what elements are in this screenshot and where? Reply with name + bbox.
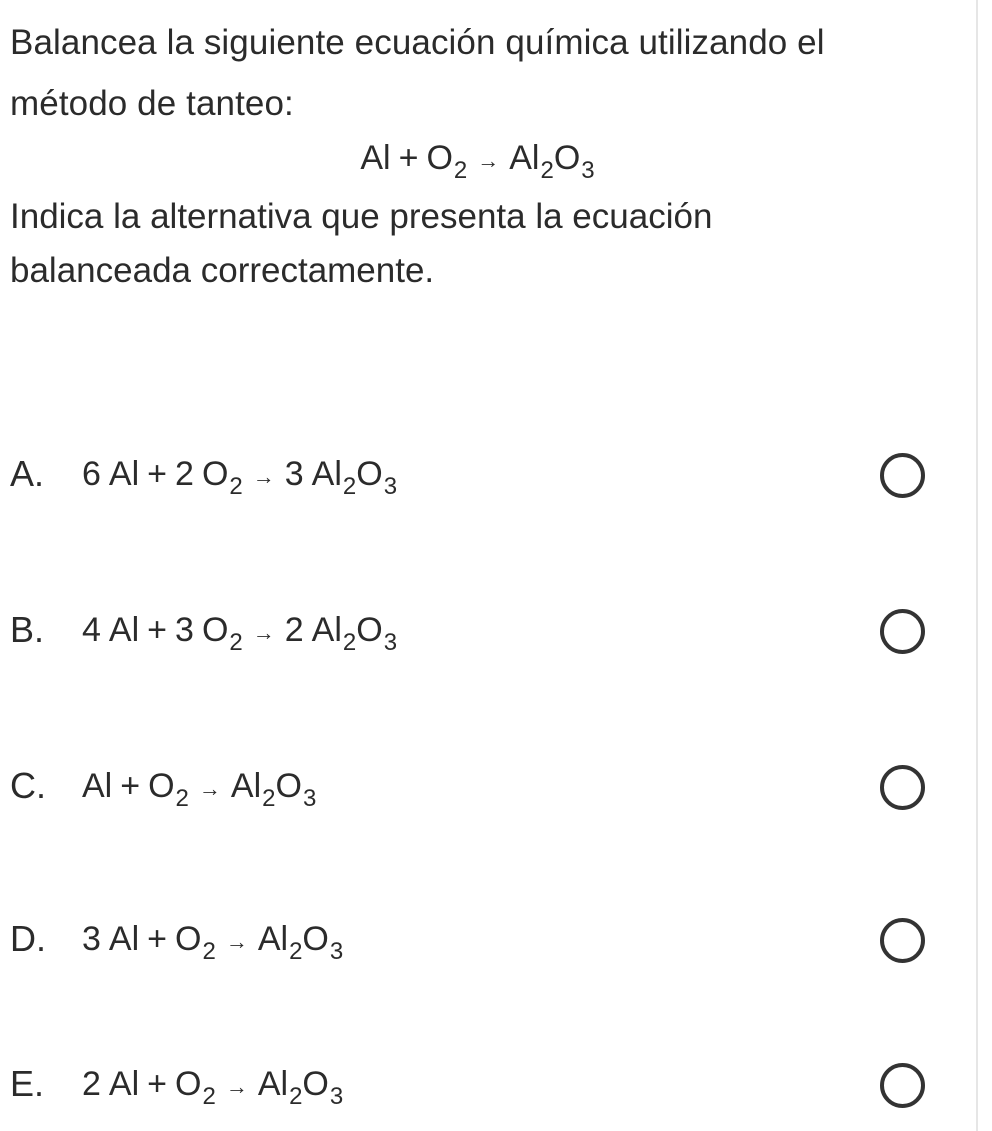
- option-a[interactable]: [0, 440, 975, 520]
- subscript: 2: [229, 473, 243, 500]
- radio-button-b[interactable]: [880, 609, 925, 654]
- reactant-o: O: [175, 920, 202, 958]
- product-o: O: [356, 611, 383, 649]
- product-al: Al: [230, 767, 262, 805]
- option-c[interactable]: [0, 752, 975, 832]
- reactant-al: Al: [82, 767, 113, 805]
- option-letter: A.: [10, 453, 45, 494]
- product-al: Al: [311, 611, 342, 649]
- coefficient: 3: [284, 455, 304, 493]
- product-al: Al: [257, 920, 289, 958]
- subscript: 2: [289, 938, 303, 965]
- subscript: 2: [342, 473, 357, 500]
- reactant-o: O: [201, 611, 229, 649]
- subscript: 2: [540, 157, 554, 184]
- coefficient: 3: [82, 920, 101, 958]
- option-equation: [82, 1060, 343, 1112]
- reactant-al: Al: [108, 920, 140, 958]
- product-o: O: [356, 455, 383, 493]
- option-equation: [82, 915, 343, 967]
- plus-sign: +: [147, 920, 168, 958]
- product-al: Al: [311, 455, 342, 493]
- plus-sign: +: [147, 1065, 168, 1103]
- radio-button-d[interactable]: [880, 918, 925, 963]
- reaction-arrow: →: [252, 620, 275, 645]
- subscript: 3: [383, 473, 398, 500]
- subscript: 2: [262, 785, 276, 812]
- reactant-al: Al: [108, 611, 140, 649]
- subscript: 3: [329, 1083, 344, 1110]
- subscript: 2: [229, 629, 243, 656]
- coefficient: 2: [175, 455, 194, 493]
- radio-button-c[interactable]: [880, 765, 925, 810]
- option-e[interactable]: [0, 1050, 975, 1130]
- radio-button-a[interactable]: [880, 453, 925, 498]
- radio-button-e[interactable]: [880, 1063, 925, 1108]
- coefficient: 2: [82, 1065, 101, 1103]
- option-letter: B.: [10, 609, 45, 650]
- subscript: 3: [329, 938, 344, 965]
- question-line-2: método de tanteo:: [10, 84, 294, 123]
- reaction-arrow: →: [225, 929, 248, 954]
- right-divider: [976, 0, 978, 1131]
- question-line-4: balanceada correctamente.: [10, 251, 435, 290]
- reaction-arrow: →: [477, 148, 500, 173]
- reaction-arrow: →: [252, 464, 275, 489]
- question-text: [10, 12, 950, 134]
- subscript: 3: [302, 785, 317, 812]
- reaction-arrow: →: [225, 1074, 248, 1099]
- option-letter: D.: [10, 918, 46, 959]
- reactant-o: O: [426, 139, 453, 177]
- product-o: O: [275, 767, 302, 805]
- product-o: O: [553, 139, 581, 177]
- option-equation: [82, 762, 316, 814]
- subscript: 2: [289, 1083, 303, 1110]
- coefficient: 4: [82, 611, 101, 649]
- reaction-arrow: →: [198, 776, 221, 801]
- reactant-o: O: [175, 1065, 202, 1103]
- option-d[interactable]: [0, 905, 975, 985]
- subscript: 2: [202, 1083, 216, 1110]
- product-al: Al: [509, 139, 540, 177]
- plus-sign: +: [398, 139, 419, 177]
- subscript: 3: [383, 629, 398, 656]
- reactant-al: Al: [360, 139, 391, 177]
- plus-sign: +: [147, 611, 168, 649]
- reactant-o: O: [148, 767, 175, 805]
- product-o: O: [302, 920, 329, 958]
- coefficient: 3: [175, 611, 194, 649]
- subscript: 2: [342, 629, 357, 656]
- subscript: 2: [453, 157, 468, 184]
- option-letter: C.: [10, 765, 46, 806]
- question-equation: [0, 128, 955, 192]
- product-o: O: [302, 1065, 329, 1103]
- reactant-al: Al: [108, 455, 140, 493]
- option-b[interactable]: [0, 596, 975, 676]
- product-al: Al: [257, 1065, 289, 1103]
- plus-sign: +: [120, 767, 141, 805]
- question-line-1: Balancea la siguiente ecuación química utilizando el: [10, 23, 825, 62]
- question-line-3: Indica la alternativa que presenta la ecuación: [10, 197, 713, 236]
- plus-sign: +: [147, 455, 168, 493]
- subscript: 3: [581, 157, 595, 184]
- reactant-al: Al: [108, 1065, 140, 1103]
- coefficient: 2: [284, 611, 304, 649]
- coefficient: 6: [82, 455, 101, 493]
- option-letter: E.: [10, 1063, 45, 1104]
- reactant-o: O: [201, 455, 229, 493]
- subscript: 2: [202, 938, 216, 965]
- option-equation: [82, 450, 397, 502]
- subscript: 2: [175, 785, 189, 812]
- option-equation: [82, 606, 397, 658]
